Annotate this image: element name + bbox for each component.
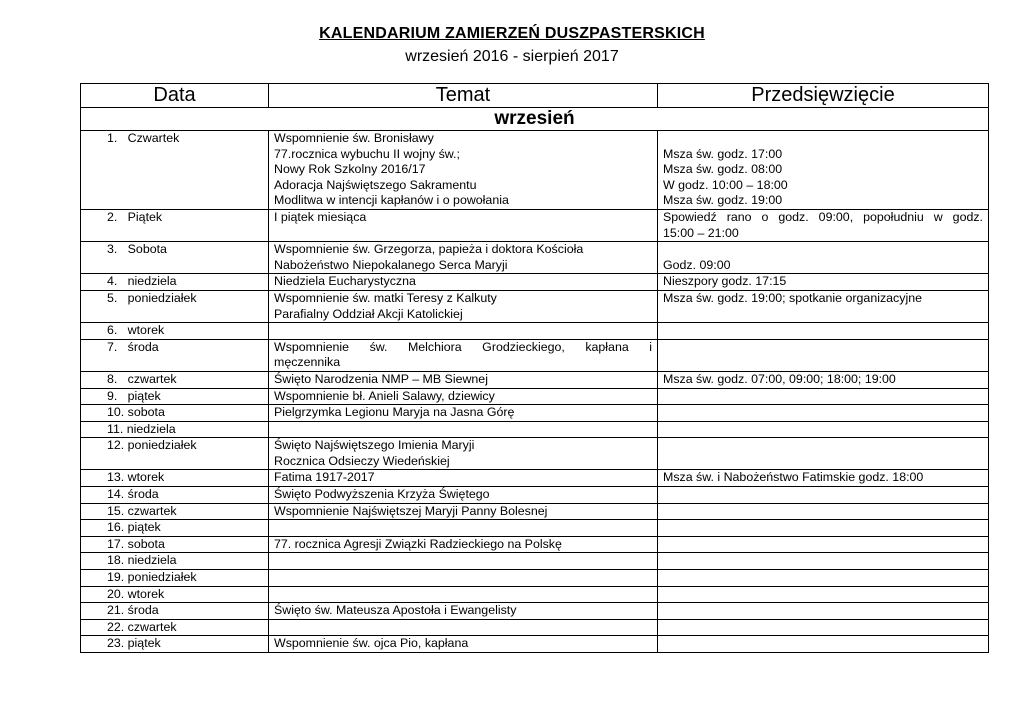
row-topic — [269, 553, 658, 570]
row-topic-line: 77.rocznica wybuchu II wojny św.; — [274, 146, 460, 161]
row-topic-line: Pielgrzymka Legionu Maryja na Jasna Górę — [274, 405, 515, 420]
table-row — [81, 570, 989, 587]
row-date: 21. środa — [81, 603, 269, 620]
table-row — [81, 421, 989, 438]
row-event-line — [663, 242, 983, 258]
column-header-topic: Temat — [269, 84, 658, 108]
row-topic-line: Wspomnienie św. Grzegorza, papieża i doktora Kościoła — [274, 242, 584, 257]
row-event-line: W godz. 10:00 – 18:00 — [663, 177, 788, 192]
table-row — [81, 371, 989, 388]
row-event — [658, 323, 989, 340]
row-date: 17. sobota — [81, 536, 269, 553]
row-event — [658, 131, 989, 210]
column-header-date: Data — [81, 84, 269, 108]
row-topic-line: Wspomnienie św. ojca Pio, kapłana — [274, 636, 469, 651]
table-row — [81, 470, 989, 487]
row-topic — [269, 131, 658, 210]
row-event-line — [663, 636, 983, 652]
row-event — [658, 438, 989, 470]
row-event-line — [663, 537, 983, 553]
row-event — [658, 553, 989, 570]
row-event — [658, 274, 989, 291]
table-row — [81, 553, 989, 570]
table-row — [81, 636, 989, 653]
row-topic-line: męczennika — [274, 355, 341, 370]
row-topic — [269, 570, 658, 587]
row-event-line — [663, 422, 983, 438]
row-event-line: Spowiedź rano o godz. 09:00, popołudniu w godz. — [663, 209, 983, 224]
row-topic-line: Rocznica Odsieczy Wiedeńskiej — [274, 453, 450, 468]
row-event — [658, 209, 989, 241]
row-event — [658, 636, 989, 653]
row-topic — [269, 470, 658, 487]
row-event — [658, 242, 989, 274]
row-topic-line: Adoracja Najświętszego Sakramentu — [274, 177, 477, 192]
row-topic-line: Modlitwa w intencji kapłanów i o powołania — [274, 193, 509, 208]
document-subtitle: wrzesień 2016 - sierpień 2017 — [405, 48, 619, 65]
row-topic-line — [274, 323, 652, 339]
row-event-line — [663, 520, 983, 536]
table-header-row — [81, 84, 989, 108]
month-row — [81, 108, 989, 131]
table-row — [81, 405, 989, 422]
row-topic — [269, 603, 658, 620]
row-event-line: Godz. 09:00 — [663, 257, 731, 272]
row-topic-line — [274, 587, 652, 603]
row-event-line: Msza św. i Nabożeństwo Fatimskie godz. 18:00 — [663, 470, 924, 485]
column-header-event: Przedsięwzięcie — [658, 84, 989, 108]
row-topic-line — [274, 520, 652, 536]
table-row — [81, 586, 989, 603]
row-event — [658, 570, 989, 587]
row-event-line — [663, 307, 983, 323]
row-date: 14. środa — [81, 487, 269, 504]
table-row — [81, 520, 989, 537]
row-event — [658, 520, 989, 537]
row-date: 10. sobota — [81, 405, 269, 422]
row-date: 8. czwartek — [81, 371, 269, 388]
row-event-line — [663, 454, 983, 470]
row-topic-line: Niedziela Eucharystyczna — [274, 274, 416, 289]
row-event-line: Nieszpory godz. 17:15 — [663, 274, 787, 289]
row-event-line — [663, 323, 983, 339]
row-date: 5. poniedziałek — [81, 290, 269, 322]
row-date: 13. wtorek — [81, 470, 269, 487]
row-event-line — [663, 340, 983, 356]
row-topic — [269, 274, 658, 291]
row-date: 3. Sobota — [81, 242, 269, 274]
row-topic — [269, 487, 658, 504]
row-topic-line: Wspomnienie św. Melchiora Grodzieckiego, kapłana i — [274, 339, 652, 354]
row-topic — [269, 388, 658, 405]
row-event — [658, 470, 989, 487]
row-event-line: Msza św. godz. 19:00 — [663, 193, 783, 208]
row-date: 9. piątek — [81, 388, 269, 405]
table-row — [81, 388, 989, 405]
document-title: KALENDARIUM ZAMIERZEŃ DUSZPASTERSKICH — [319, 25, 705, 42]
row-event-line — [663, 438, 983, 454]
table-row — [81, 242, 989, 274]
row-event — [658, 503, 989, 520]
row-event-line — [663, 355, 983, 371]
row-topic — [269, 636, 658, 653]
row-topic-line — [274, 226, 652, 242]
row-event — [658, 371, 989, 388]
row-event-line — [663, 570, 983, 586]
row-topic-line: I piątek miesiąca — [274, 209, 367, 224]
table-row — [81, 323, 989, 340]
row-event-line: Msza św. godz. 08:00 — [663, 162, 783, 177]
row-topic-line: Nabożeństwo Niepokalanego Serca Maryji — [274, 257, 508, 272]
row-event-line — [663, 587, 983, 603]
row-event — [658, 536, 989, 553]
row-event-line — [663, 405, 983, 421]
row-topic — [269, 619, 658, 636]
row-event-line: Msza św. godz. 07:00, 09:00; 18:00; 19:00 — [663, 371, 896, 386]
row-topic-line — [274, 620, 652, 636]
calendar-table — [80, 83, 989, 653]
row-event — [658, 421, 989, 438]
row-event-line: 15:00 – 21:00 — [663, 225, 739, 240]
row-event-line: Msza św. godz. 19:00; spotkanie organizacyjne — [663, 290, 922, 305]
row-date: 6. wtorek — [81, 323, 269, 340]
table-row — [81, 619, 989, 636]
table-row — [81, 290, 989, 322]
table-row — [81, 131, 989, 210]
row-topic-line: Wspomnienie Najświętszej Maryji Panny Bolesnej — [274, 503, 548, 518]
row-event — [658, 290, 989, 322]
row-date: 19. poniedziałek — [81, 570, 269, 587]
row-topic-line: Święto św. Mateusza Apostoła i Ewangelisty — [274, 603, 517, 618]
month-label: wrzesień — [81, 108, 989, 131]
table-row — [81, 209, 989, 241]
row-topic — [269, 503, 658, 520]
row-date: 18. niedziela — [81, 553, 269, 570]
row-topic-line: Wspomnienie bł. Anieli Salawy, dziewicy — [274, 388, 495, 403]
row-topic-line: Wspomnienie św. matki Teresy z Kalkuty — [274, 290, 497, 305]
row-event-line — [663, 620, 983, 636]
row-event — [658, 603, 989, 620]
row-event-line — [663, 553, 983, 569]
calendar-rows — [81, 131, 989, 653]
row-topic — [269, 438, 658, 470]
row-event — [658, 487, 989, 504]
row-topic — [269, 536, 658, 553]
row-topic — [269, 242, 658, 274]
row-topic-line — [274, 422, 652, 438]
row-date: 12. poniedziałek — [81, 438, 269, 470]
row-topic — [269, 421, 658, 438]
row-topic-line: Parafialny Oddział Akcji Katolickiej — [274, 306, 463, 321]
row-topic — [269, 405, 658, 422]
row-date: 20. wtorek — [81, 586, 269, 603]
row-event — [658, 339, 989, 371]
row-topic-line: Święto Narodzenia NMP – MB Siewnej — [274, 371, 488, 386]
table-row — [81, 339, 989, 371]
row-topic — [269, 520, 658, 537]
row-event-line — [663, 504, 983, 520]
row-event-line — [663, 389, 983, 405]
row-topic — [269, 586, 658, 603]
row-date: 23. piątek — [81, 636, 269, 653]
row-topic-line — [274, 553, 652, 569]
table-row — [81, 438, 989, 470]
row-date: 15. czwartek — [81, 503, 269, 520]
row-event — [658, 388, 989, 405]
row-topic-line: Fatima 1917-2017 — [274, 470, 375, 485]
row-topic-line: Święto Najświętszego Imienia Maryji — [274, 438, 475, 453]
row-event-line: Msza św. godz. 17:00 — [663, 146, 783, 161]
row-topic-line: Wspomnienie św. Bronisławy — [274, 131, 434, 145]
table-row — [81, 503, 989, 520]
row-topic-line: Święto Podwyższenia Krzyża Świętego — [274, 487, 490, 502]
row-date: 2. Piątek — [81, 209, 269, 241]
row-event-line — [663, 131, 983, 147]
row-date: 22. czwartek — [81, 619, 269, 636]
row-event-line — [663, 487, 983, 503]
row-topic — [269, 209, 658, 241]
row-event — [658, 586, 989, 603]
table-row — [81, 603, 989, 620]
row-topic — [269, 290, 658, 322]
table-row — [81, 487, 989, 504]
row-topic-line — [274, 570, 652, 586]
row-date: 4. niedziela — [81, 274, 269, 291]
row-topic-line: 77. rocznica Agresji Związki Radzieckiego na Polskę — [274, 536, 562, 551]
row-date: 16. piątek — [81, 520, 269, 537]
table-row — [81, 536, 989, 553]
row-date: 1. Czwartek — [81, 131, 269, 210]
row-topic-line: Nowy Rok Szkolny 2016/17 — [274, 162, 426, 177]
row-topic — [269, 323, 658, 340]
row-date: 7. środa — [81, 339, 269, 371]
row-topic — [269, 371, 658, 388]
table-row — [81, 274, 989, 291]
row-date: 11. niedziela — [81, 421, 269, 438]
row-event-line — [663, 603, 983, 619]
row-topic — [269, 339, 658, 371]
row-event — [658, 405, 989, 422]
row-event — [658, 619, 989, 636]
